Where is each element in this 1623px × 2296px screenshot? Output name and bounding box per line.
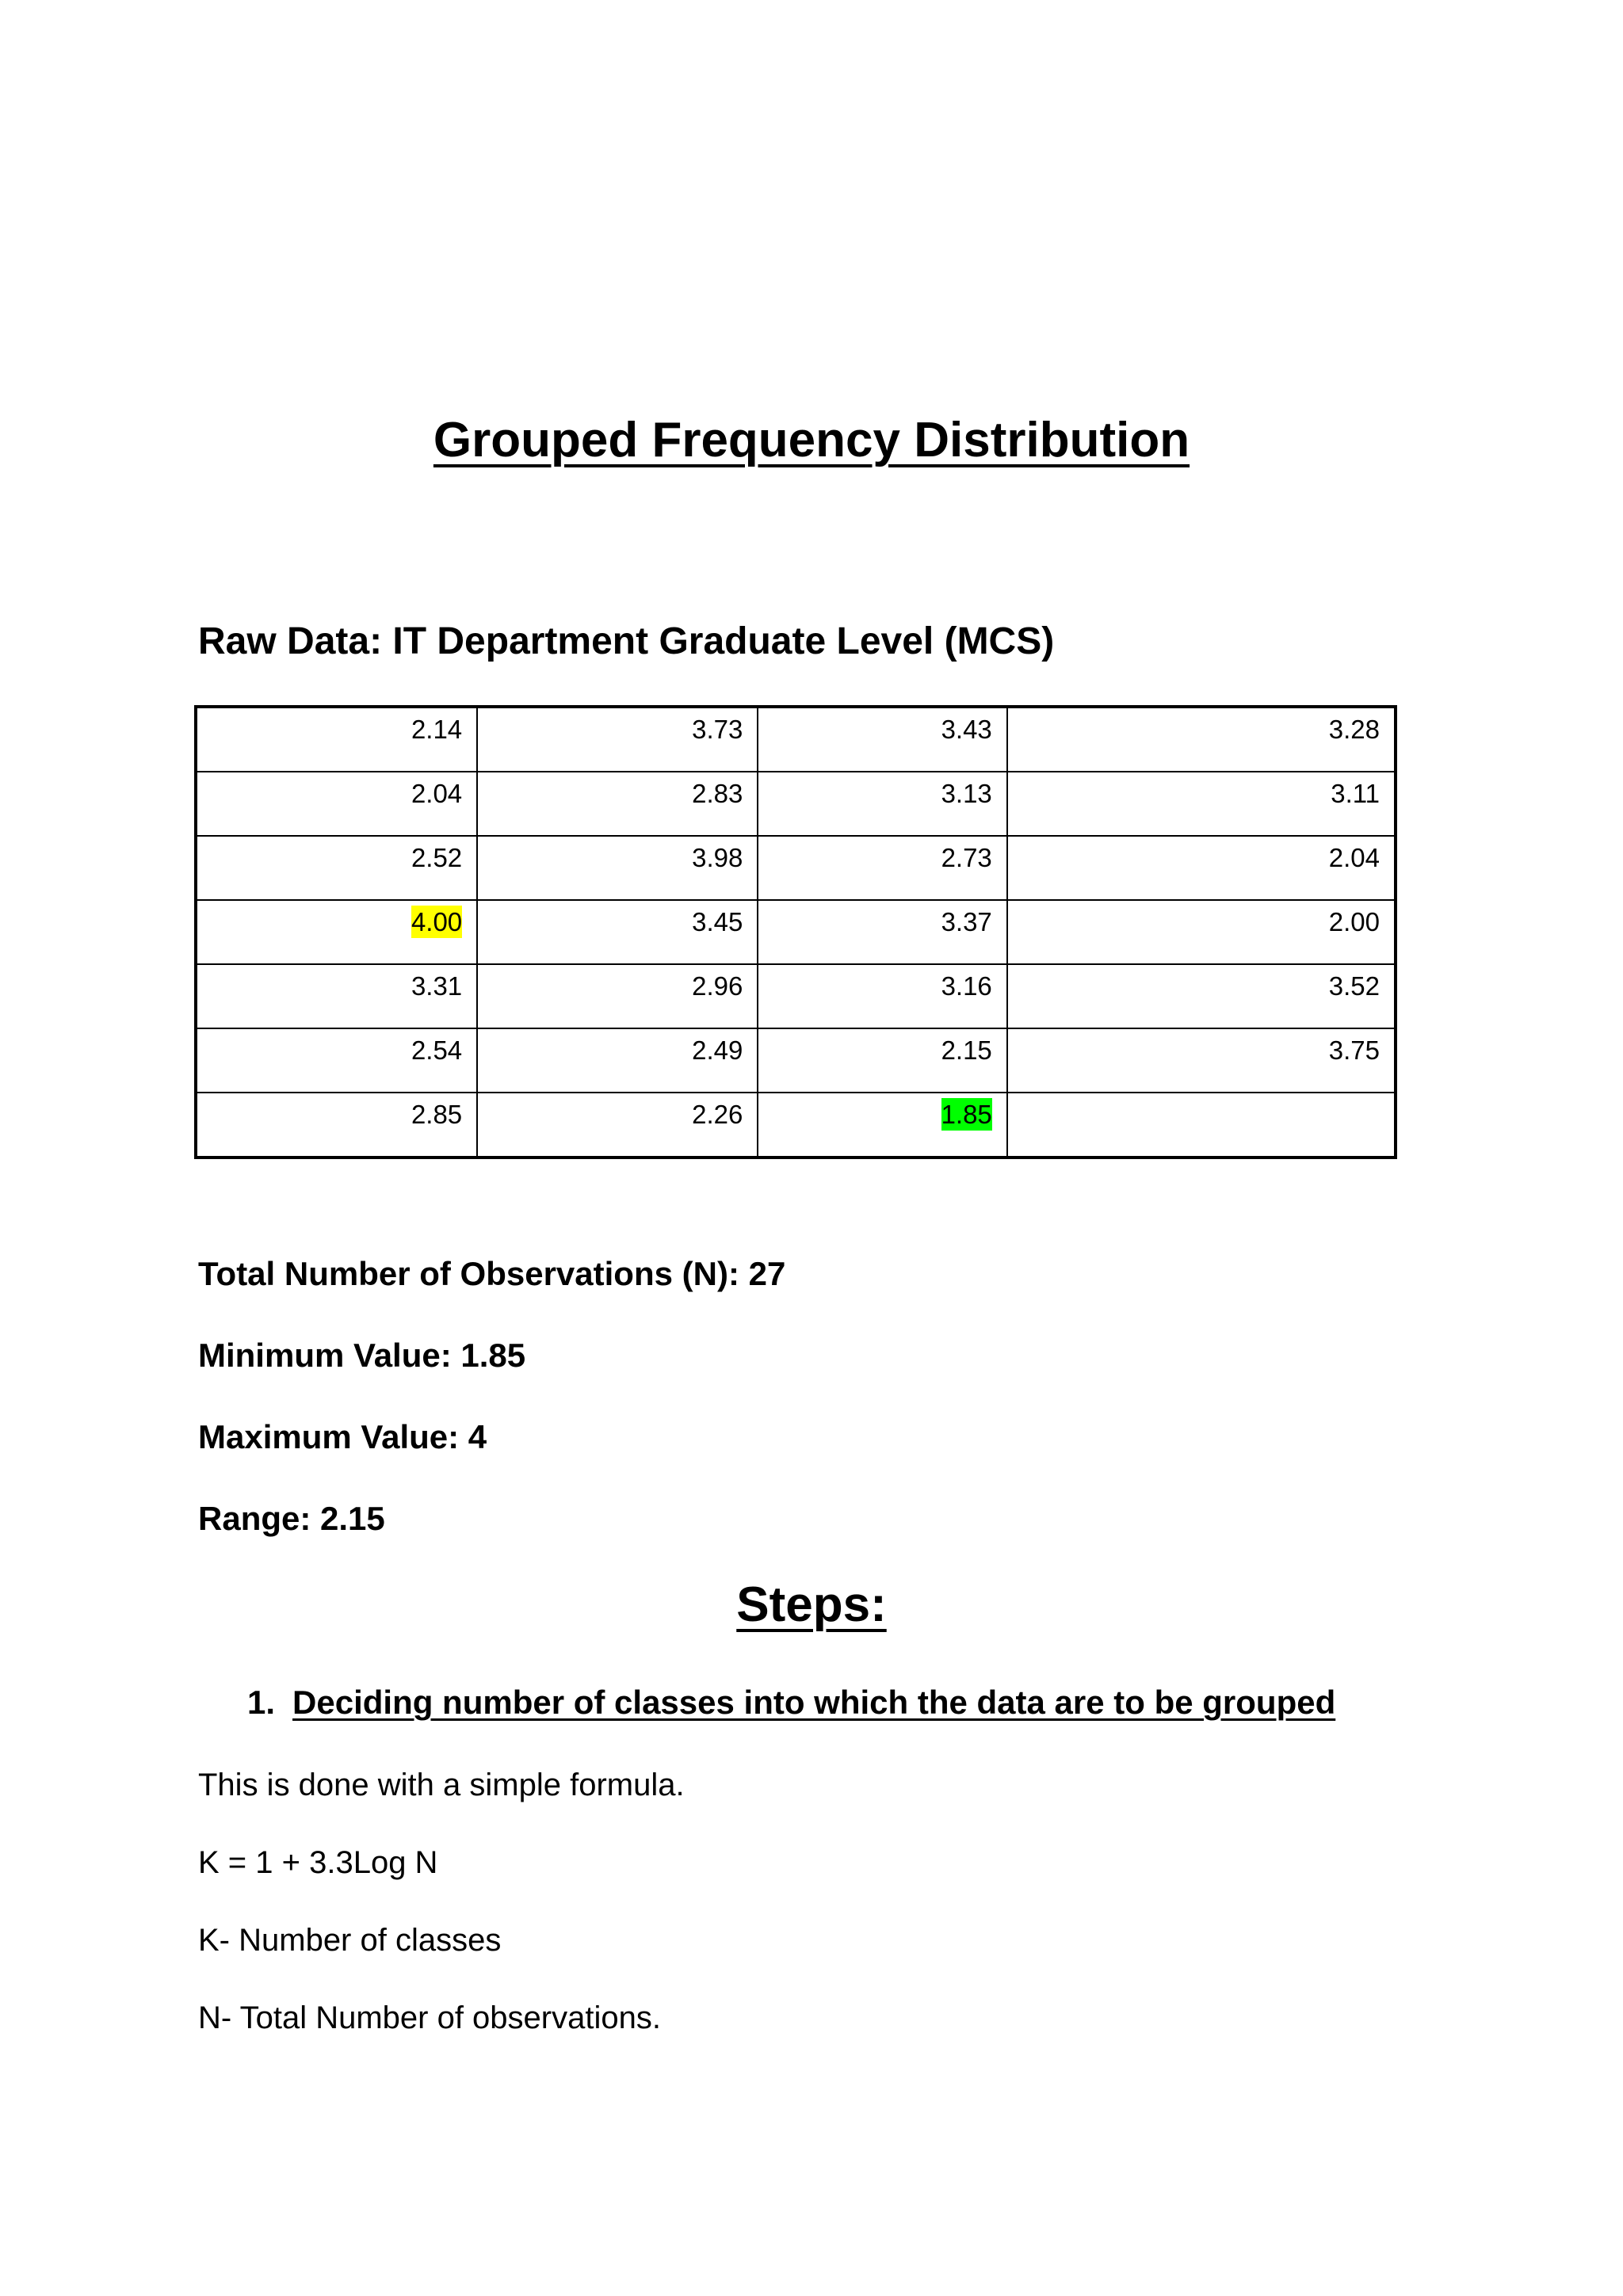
formula: K = 1 + 3.3Log N [198, 1845, 438, 1880]
table-cell [758, 707, 1006, 772]
table-cell [196, 772, 477, 836]
table-cell [1007, 707, 1396, 772]
step-1-number: 1. [247, 1684, 276, 1721]
cell-value: 3.73 [692, 715, 743, 744]
cell-value: 3.11 [1331, 779, 1380, 808]
table-cell [477, 1028, 758, 1093]
step-1-body [198, 1763, 685, 2073]
cell-value: 3.43 [941, 715, 992, 744]
table-cell [477, 1093, 758, 1158]
table-row [196, 1093, 1396, 1158]
table-cell [758, 772, 1006, 836]
table-cell [196, 900, 477, 964]
table-cell [758, 964, 1006, 1028]
table-row [196, 836, 1396, 900]
cell-value: 2.14 [411, 715, 463, 744]
cell-value: 2.96 [692, 971, 743, 1001]
table-cell [477, 772, 758, 836]
raw-data-table [194, 705, 1397, 1159]
table-cell [758, 1028, 1006, 1093]
step-1-heading [247, 1684, 1335, 1722]
cell-value: 2.26 [692, 1100, 743, 1129]
cell-value: 3.28 [1328, 715, 1380, 744]
table-cell [1007, 1093, 1396, 1158]
table-cell [477, 836, 758, 900]
cell-value: 3.16 [941, 971, 992, 1001]
summary-stats [198, 1250, 785, 1577]
cell-value: 3.98 [692, 843, 743, 872]
maximum-value: Maximum Value: 4 [198, 1418, 487, 1455]
cell-value: 2.73 [941, 843, 992, 872]
highlighted-cell-value: 4.00 [411, 907, 463, 936]
cell-value: 2.04 [1328, 843, 1380, 872]
minimum-value: Minimum Value: 1.85 [198, 1337, 526, 1374]
table-cell [1007, 964, 1396, 1028]
total-observations: Total Number of Observations (N): 27 [198, 1255, 786, 1292]
table-row [196, 707, 1396, 772]
table-cell [1007, 900, 1396, 964]
cell-value: 3.13 [941, 779, 992, 808]
cell-value: 3.75 [1328, 1035, 1380, 1065]
highlighted-cell-value: 1.85 [941, 1100, 992, 1129]
cell-value: 2.15 [941, 1035, 992, 1065]
table-row [196, 964, 1396, 1028]
cell-value: 2.04 [411, 779, 463, 808]
raw-data-heading: Raw Data: IT Department Graduate Level (MCS) [198, 620, 1055, 662]
table-cell [196, 964, 477, 1028]
cell-value: 3.52 [1328, 971, 1380, 1001]
table-cell [1007, 772, 1396, 836]
cell-value: 3.37 [941, 907, 992, 936]
table-cell [196, 1093, 477, 1158]
steps-heading: Steps: [736, 1577, 887, 1632]
raw-data-table-body [196, 707, 1396, 1158]
table-row [196, 772, 1396, 836]
table-cell [477, 707, 758, 772]
page-title: Grouped Frequency Distribution [433, 413, 1190, 467]
table-row [196, 900, 1396, 964]
table-cell [477, 964, 758, 1028]
table-cell [196, 707, 477, 772]
range-value: Range: 2.15 [198, 1500, 385, 1537]
cell-value: 3.45 [692, 907, 743, 936]
table-cell [758, 900, 1006, 964]
formula-intro: This is done with a simple formula. [198, 1768, 685, 1802]
definition-k: K- Number of classes [198, 1923, 502, 1958]
cell-value: 2.85 [411, 1100, 463, 1129]
cell-value: 2.54 [411, 1035, 463, 1065]
definition-n: N- Total Number of observations. [198, 2000, 661, 2035]
cell-value: 2.00 [1328, 907, 1380, 936]
table-row [196, 1028, 1396, 1093]
cell-value: 2.52 [411, 843, 463, 872]
table-cell [758, 836, 1006, 900]
table-cell [1007, 836, 1396, 900]
step-1-text: Deciding number of classes into which the data are to be grouped [292, 1684, 1336, 1721]
cell-value: 3.31 [411, 971, 463, 1001]
table-cell [477, 900, 758, 964]
table-cell [196, 836, 477, 900]
table-cell [1007, 1028, 1396, 1093]
cell-value: 2.49 [692, 1035, 743, 1065]
table-cell [196, 1028, 477, 1093]
table-cell [758, 1093, 1006, 1158]
cell-value: 2.83 [692, 779, 743, 808]
